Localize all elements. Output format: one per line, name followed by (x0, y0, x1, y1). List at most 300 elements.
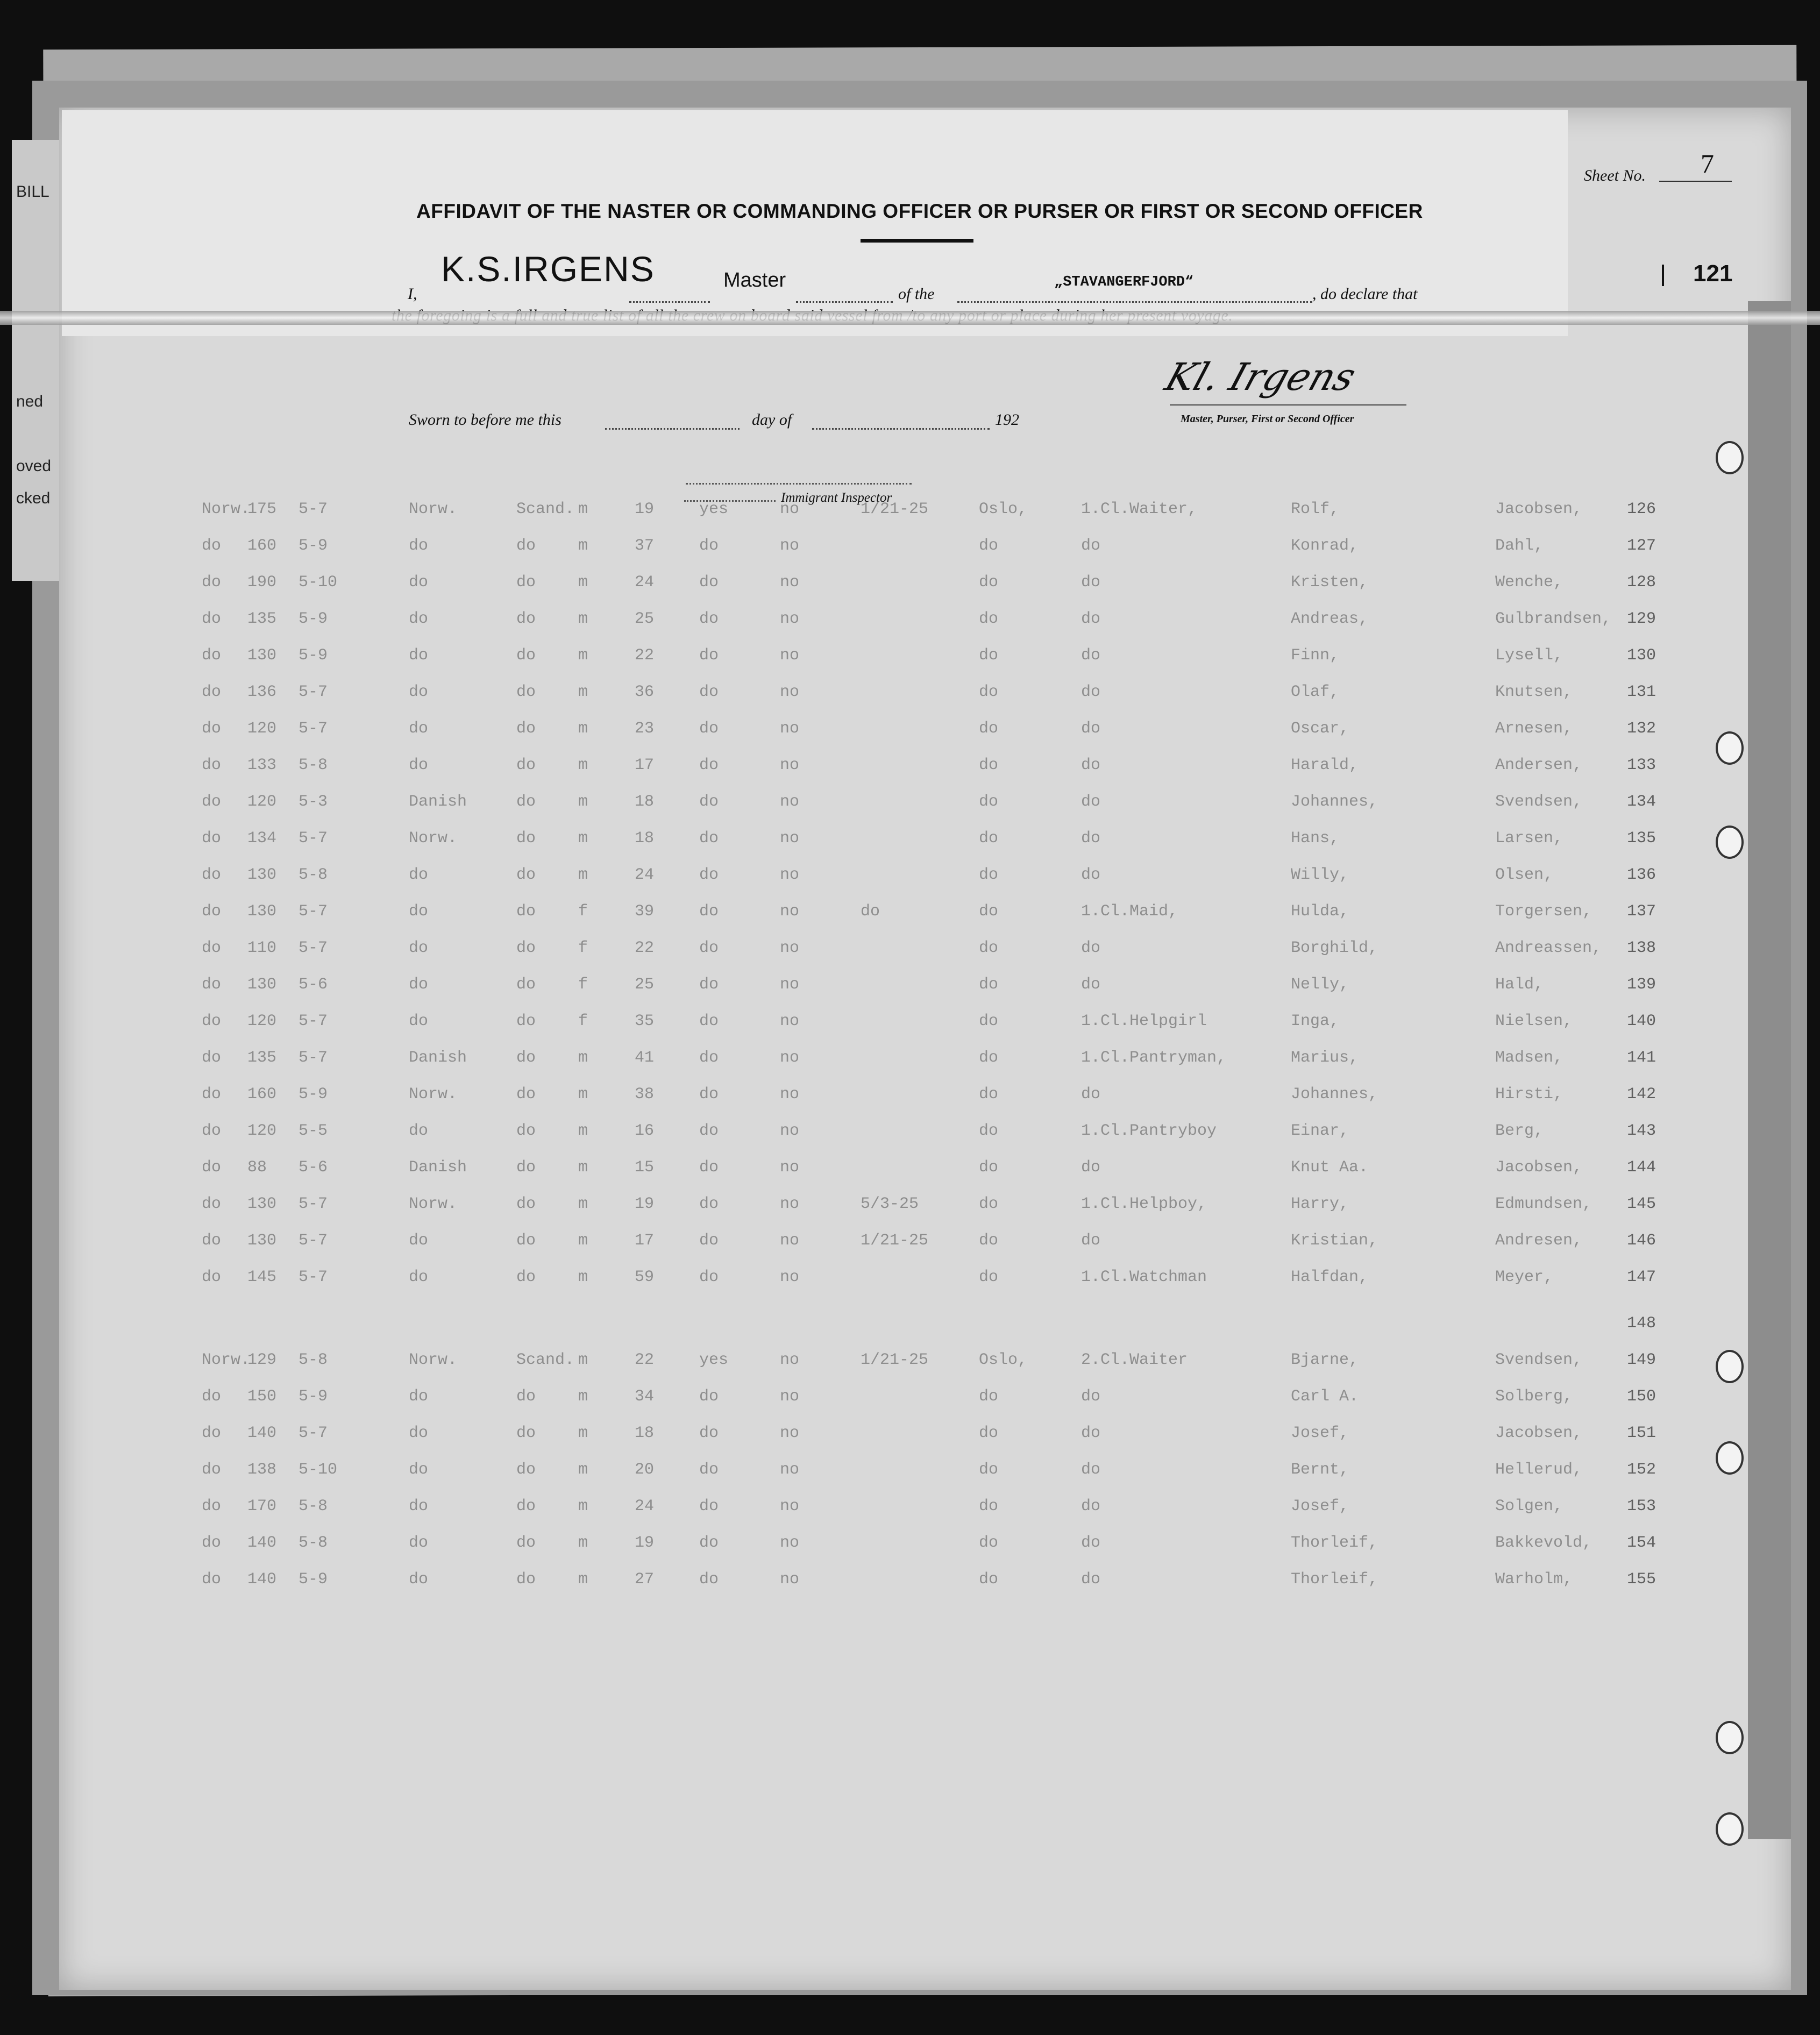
crew-position: do (1081, 866, 1101, 884)
crew-no: 139 (1627, 976, 1657, 994)
crew-given: Finn, (1291, 646, 1340, 665)
crew-origin: do (202, 756, 222, 774)
crew-weight: 88 (247, 1158, 267, 1177)
crew-given: Josef, (1291, 1424, 1349, 1442)
crew-no: 127 (1627, 537, 1657, 555)
crew-nat: Norw. (409, 1351, 458, 1369)
crew-c3: do (516, 1122, 536, 1140)
crew-no: 128 (1627, 573, 1657, 592)
master-name: K.S.IRGENS (441, 249, 655, 289)
crew-origin: do (202, 573, 222, 592)
crew-given: Einar, (1291, 1122, 1349, 1140)
crew-height: 5-5 (298, 1122, 328, 1140)
fill-line (812, 428, 990, 430)
crew-c1: no (780, 1351, 800, 1369)
crew-sex: f (578, 976, 588, 994)
crew-height: 5-7 (298, 1012, 328, 1030)
crew-c2: do (699, 610, 719, 628)
crew-surname: Andresen, (1495, 1232, 1583, 1250)
crew-origin: do (202, 646, 222, 665)
crew-surname: Lysell, (1495, 646, 1563, 665)
crew-row (0, 1570, 1820, 1603)
crew-nat: Norw. (409, 500, 458, 518)
crew-position: 1.Cl.Waiter, (1081, 500, 1198, 518)
crew-date: do (861, 902, 880, 921)
crew-row (0, 573, 1820, 606)
crew-position: do (1081, 1232, 1101, 1250)
crew-no: 134 (1627, 793, 1657, 811)
crew-c3: do (516, 829, 536, 848)
affidavit-title: AFFIDAVIT OF THE NASTER OR COMMANDING OFFICER OR PURSER OR FIRST OR SECOND OFFICER (416, 200, 1423, 222)
crew-port: do (979, 866, 999, 884)
crew-row (0, 1534, 1820, 1566)
crew-origin: do (202, 1497, 222, 1515)
crew-surname: Olsen, (1495, 866, 1554, 884)
crew-age: 34 (635, 1388, 655, 1406)
officer-rank: Master (723, 269, 786, 291)
crew-port: do (979, 720, 999, 738)
crew-c1: no (780, 1424, 800, 1442)
crew-position: do (1081, 1388, 1101, 1406)
crew-position: do (1081, 537, 1101, 555)
crew-c1: no (780, 1012, 800, 1030)
crew-age: 59 (635, 1268, 655, 1286)
crew-row (0, 829, 1820, 862)
crew-weight: 130 (247, 866, 277, 884)
crew-weight: 130 (247, 976, 277, 994)
crew-row (0, 902, 1820, 935)
crew-port: do (979, 1424, 999, 1442)
crew-surname: Hirsti, (1495, 1085, 1563, 1104)
crew-c3: do (516, 1534, 536, 1552)
crew-c2: do (699, 976, 719, 994)
crew-position: do (1081, 793, 1101, 811)
crew-row (0, 1497, 1820, 1529)
crew-weight: 135 (247, 1049, 277, 1067)
crew-row (0, 646, 1820, 679)
left-fragment: ned (16, 393, 44, 410)
crew-row (0, 683, 1820, 715)
crew-sex: m (578, 1424, 588, 1442)
crew-c2: do (699, 1085, 719, 1104)
crew-c3: do (516, 537, 536, 555)
crew-no: 150 (1627, 1388, 1657, 1406)
crew-c1: no (780, 1122, 800, 1140)
crew-no: 153 (1627, 1497, 1657, 1515)
crew-no: 141 (1627, 1049, 1657, 1067)
crew-c2: do (699, 1049, 719, 1067)
crew-position: do (1081, 1534, 1101, 1552)
crew-nat: Norw. (409, 829, 458, 848)
crew-c3: do (516, 866, 536, 884)
crew-date: 1/21-25 (861, 1232, 929, 1250)
crew-given: Bjarne, (1291, 1351, 1359, 1369)
crew-height: 5-8 (298, 1497, 328, 1515)
crew-c3: do (516, 1497, 536, 1515)
margin-tick (1662, 265, 1664, 286)
crew-c3: do (516, 573, 536, 592)
crew-row (0, 720, 1820, 752)
crew-c3: do (516, 1012, 536, 1030)
crew-origin: do (202, 610, 222, 628)
crew-sex: f (578, 902, 588, 921)
crew-c3: do (516, 646, 536, 665)
crew-c3: do (516, 939, 536, 957)
crew-age: 19 (635, 1534, 655, 1552)
crew-age: 20 (635, 1461, 655, 1479)
crew-origin: Norw. (202, 1351, 251, 1369)
crew-no: 130 (1627, 646, 1657, 665)
crew-age: 19 (635, 1195, 655, 1213)
page-number: 121 (1693, 260, 1733, 287)
crew-weight: 140 (247, 1534, 277, 1552)
crew-weight: 130 (247, 1195, 277, 1213)
crew-no: 129 (1627, 610, 1657, 628)
crew-c1: no (780, 1049, 800, 1067)
crew-age: 15 (635, 1158, 655, 1177)
crew-port: do (979, 902, 999, 921)
crew-weight: 133 (247, 756, 277, 774)
crew-c2: do (699, 939, 719, 957)
crew-c2: do (699, 829, 719, 848)
crew-position: do (1081, 683, 1101, 701)
crew-position: do (1081, 1570, 1101, 1589)
crew-surname: Berg, (1495, 1122, 1544, 1140)
sworn-label: Sworn to before me this (409, 411, 561, 429)
sheet-number-label: Sheet No. (1584, 167, 1646, 184)
crew-given: Johannes, (1291, 1085, 1378, 1104)
crew-surname: Wenche, (1495, 573, 1563, 592)
crew-port: do (979, 976, 999, 994)
crew-c1: no (780, 646, 800, 665)
crew-no: 144 (1627, 1158, 1657, 1177)
crew-surname: Torgersen, (1495, 902, 1593, 921)
crew-age: 24 (635, 1497, 655, 1515)
crew-c3: do (516, 1049, 536, 1067)
crew-given: Harald, (1291, 756, 1359, 774)
crew-row (0, 1012, 1820, 1044)
crew-surname: Warholm, (1495, 1570, 1573, 1589)
crew-origin: do (202, 1570, 222, 1589)
crew-c2: do (699, 1122, 719, 1140)
punch-hole (1716, 1721, 1744, 1754)
crew-height: 5-10 (298, 573, 338, 592)
crew-c1: no (780, 1268, 800, 1286)
crew-c3: do (516, 1424, 536, 1442)
crew-position: 1.Cl.Pantryman, (1081, 1049, 1227, 1067)
crew-surname: Madsen, (1495, 1049, 1563, 1067)
crew-row (0, 1351, 1820, 1383)
crew-port: do (979, 756, 999, 774)
crew-no: 143 (1627, 1122, 1657, 1140)
crew-weight: 120 (247, 720, 277, 738)
crew-c1: no (780, 939, 800, 957)
crew-nat: do (409, 537, 429, 555)
crew-origin: do (202, 1085, 222, 1104)
crew-surname: Jacobsen, (1495, 500, 1583, 518)
crew-origin: do (202, 829, 222, 848)
crew-origin: do (202, 1534, 222, 1552)
crew-age: 36 (635, 683, 655, 701)
crew-no: 142 (1627, 1085, 1657, 1104)
crew-origin: do (202, 1049, 222, 1067)
crew-sex: m (578, 1570, 588, 1589)
crew-c3: do (516, 1158, 536, 1177)
crew-given: Hans, (1291, 829, 1340, 848)
crew-nat: Danish (409, 1049, 467, 1067)
sheet-number: 7 (1701, 148, 1714, 179)
crew-given: Olaf, (1291, 683, 1340, 701)
crew-weight: 120 (247, 1012, 277, 1030)
crew-c2: yes (699, 1351, 729, 1369)
crew-c3: do (516, 683, 536, 701)
crew-height: 5-7 (298, 500, 328, 518)
crew-surname: Svendsen, (1495, 1351, 1583, 1369)
crew-sex: m (578, 829, 588, 848)
crew-weight: 130 (247, 646, 277, 665)
crew-nat: do (409, 1388, 429, 1406)
crew-port: do (979, 1012, 999, 1030)
crew-given: Johannes, (1291, 793, 1378, 811)
crew-c2: do (699, 646, 719, 665)
year-label: 192 (995, 411, 1019, 429)
crew-origin: do (202, 1158, 222, 1177)
crew-no: 147 (1627, 1268, 1657, 1286)
crew-c1: no (780, 866, 800, 884)
signature-caption: Master, Purser, First or Second Officer (1181, 413, 1354, 425)
crew-c1: no (780, 1158, 800, 1177)
crew-c1: no (780, 720, 800, 738)
crew-sex: f (578, 1012, 588, 1030)
crew-sex: m (578, 646, 588, 665)
crew-age: 22 (635, 1351, 655, 1369)
crew-sex: m (578, 500, 588, 518)
crew-row (0, 537, 1820, 569)
crew-nat: Norw. (409, 1085, 458, 1104)
crew-surname: Arnesen, (1495, 720, 1573, 738)
crew-surname: Nielsen, (1495, 1012, 1573, 1030)
crew-port: do (979, 829, 999, 848)
crew-port: do (979, 1232, 999, 1250)
crew-height: 5-9 (298, 1085, 328, 1104)
crew-origin: do (202, 866, 222, 884)
crew-height: 5-9 (298, 646, 328, 665)
crew-surname: Bakkevold, (1495, 1534, 1593, 1552)
crew-position: do (1081, 646, 1101, 665)
crew-height: 5-7 (298, 1268, 328, 1286)
crew-nat: Norw. (409, 1195, 458, 1213)
crew-height: 5-7 (298, 1195, 328, 1213)
crew-origin: do (202, 1424, 222, 1442)
crew-age: 17 (635, 1232, 655, 1250)
crew-surname: Hellerud, (1495, 1461, 1583, 1479)
crew-sex: m (578, 1351, 588, 1369)
crew-row (0, 1122, 1820, 1154)
crew-row (0, 976, 1820, 1008)
crew-surname: Jacobsen, (1495, 1158, 1583, 1177)
crew-weight: 120 (247, 793, 277, 811)
crew-weight: 135 (247, 610, 277, 628)
crew-c1: no (780, 500, 800, 518)
crew-no: 133 (1627, 756, 1657, 774)
punch-hole (1716, 1812, 1744, 1846)
crew-surname: Jacobsen, (1495, 1424, 1583, 1442)
crew-given: Rolf, (1291, 500, 1340, 518)
crew-port: do (979, 1388, 999, 1406)
crew-height: 5-7 (298, 720, 328, 738)
crew-given: Willy, (1291, 866, 1349, 884)
crew-position: 1.Cl.Pantryboy (1081, 1122, 1217, 1140)
crew-surname: Gulbrandsen, (1495, 610, 1612, 628)
crew-height: 5-6 (298, 1158, 328, 1177)
crew-sex: m (578, 866, 588, 884)
crew-row (0, 866, 1820, 898)
crew-given: Thorleif, (1291, 1570, 1378, 1589)
crew-c3: do (516, 976, 536, 994)
crew-c3: do (516, 610, 536, 628)
crew-c2: do (699, 1424, 719, 1442)
crew-nat: do (409, 573, 429, 592)
crew-weight: 190 (247, 573, 277, 592)
crew-given: Kristen, (1291, 573, 1369, 592)
crew-nat: do (409, 1534, 429, 1552)
crew-height: 5-9 (298, 1388, 328, 1406)
crew-c1: no (780, 537, 800, 555)
crew-port: do (979, 1268, 999, 1286)
crew-c2: yes (699, 500, 729, 518)
prefix-i: I, (408, 285, 417, 303)
crew-c3: do (516, 720, 536, 738)
crew-age: 18 (635, 1424, 655, 1442)
crew-date: 5/3-25 (861, 1195, 919, 1213)
crew-position: do (1081, 756, 1101, 774)
crew-surname: Hald, (1495, 976, 1544, 994)
crew-sex: m (578, 683, 588, 701)
declare-label: , do declare that (1312, 285, 1418, 303)
crew-no: 136 (1627, 866, 1657, 884)
crew-sex: m (578, 1388, 588, 1406)
title-rule (861, 239, 973, 243)
crew-origin: do (202, 1232, 222, 1250)
crew-c3: do (516, 1195, 536, 1213)
punch-hole (1716, 441, 1744, 474)
crew-nat: do (409, 1461, 429, 1479)
crew-port: do (979, 1570, 999, 1589)
crew-weight: 134 (247, 829, 277, 848)
crew-c2: do (699, 683, 719, 701)
crew-no: 148 (1627, 1314, 1657, 1333)
crew-nat: do (409, 1232, 429, 1250)
crew-row (0, 610, 1820, 642)
crew-origin: do (202, 1268, 222, 1286)
crew-nat: do (409, 1122, 429, 1140)
crew-origin: do (202, 720, 222, 738)
crew-age: 22 (635, 939, 655, 957)
crew-port: do (979, 1158, 999, 1177)
crew-c2: do (699, 793, 719, 811)
crew-weight: 140 (247, 1424, 277, 1442)
crew-c2: do (699, 1158, 719, 1177)
crew-sex: m (578, 1158, 588, 1177)
crew-position: do (1081, 976, 1101, 994)
crew-given: Inga, (1291, 1012, 1340, 1030)
crew-c1: no (780, 683, 800, 701)
crew-c2: do (699, 1012, 719, 1030)
crew-weight: 145 (247, 1268, 277, 1286)
crew-port: do (979, 1085, 999, 1104)
crew-nat: do (409, 1570, 429, 1589)
crew-c1: no (780, 756, 800, 774)
crew-sex: m (578, 1461, 588, 1479)
crew-origin: Norw. (202, 500, 251, 518)
crew-row (0, 1314, 1820, 1347)
crew-position: 2.Cl.Waiter (1081, 1351, 1188, 1369)
crew-given: Bernt, (1291, 1461, 1349, 1479)
crew-c3: Scand. (516, 500, 575, 518)
crew-origin: do (202, 1461, 222, 1479)
crew-no: 132 (1627, 720, 1657, 738)
crew-height: 5-7 (298, 829, 328, 848)
crew-nat: Danish (409, 793, 467, 811)
crew-age: 39 (635, 902, 655, 921)
crew-c3: do (516, 902, 536, 921)
crew-port: do (979, 537, 999, 555)
crew-c1: no (780, 1534, 800, 1552)
crew-nat: do (409, 1012, 429, 1030)
crew-position: do (1081, 939, 1101, 957)
crew-port: Oslo, (979, 500, 1028, 518)
day-of-label: day of (752, 411, 792, 429)
crew-c1: no (780, 829, 800, 848)
crew-height: 5-7 (298, 1049, 328, 1067)
crew-origin: do (202, 939, 222, 957)
crew-age: 25 (635, 976, 655, 994)
crew-nat: do (409, 939, 429, 957)
crew-row (0, 1388, 1820, 1420)
crew-port: do (979, 793, 999, 811)
crew-port: do (979, 610, 999, 628)
crew-weight: 136 (247, 683, 277, 701)
crew-sex: m (578, 1497, 588, 1515)
crew-given: Borghild, (1291, 939, 1378, 957)
crew-c1: no (780, 1195, 800, 1213)
crew-port: do (979, 573, 999, 592)
crew-age: 22 (635, 646, 655, 665)
crew-surname: Edmundsen, (1495, 1195, 1593, 1213)
crew-c2: do (699, 1461, 719, 1479)
crew-row (0, 1158, 1820, 1191)
crew-port: do (979, 1497, 999, 1515)
crew-nat: do (409, 683, 429, 701)
left-fragment: BILL (16, 183, 49, 201)
crew-port: do (979, 683, 999, 701)
crew-position: 1.Cl.Helpboy, (1081, 1195, 1207, 1213)
crew-port: do (979, 1195, 999, 1213)
crew-age: 41 (635, 1049, 655, 1067)
crew-row (0, 1268, 1820, 1300)
crew-row (0, 756, 1820, 788)
left-fragment: cked (16, 489, 51, 507)
crew-c2: do (699, 1268, 719, 1286)
crew-position: 1.Cl.Maid, (1081, 902, 1178, 921)
crew-c1: no (780, 573, 800, 592)
crew-position: 1.Cl.Helpgirl (1081, 1012, 1207, 1030)
crew-weight: 160 (247, 537, 277, 555)
crew-c1: no (780, 1388, 800, 1406)
crew-port: do (979, 1534, 999, 1552)
crew-position: do (1081, 1424, 1101, 1442)
crew-weight: 138 (247, 1461, 277, 1479)
